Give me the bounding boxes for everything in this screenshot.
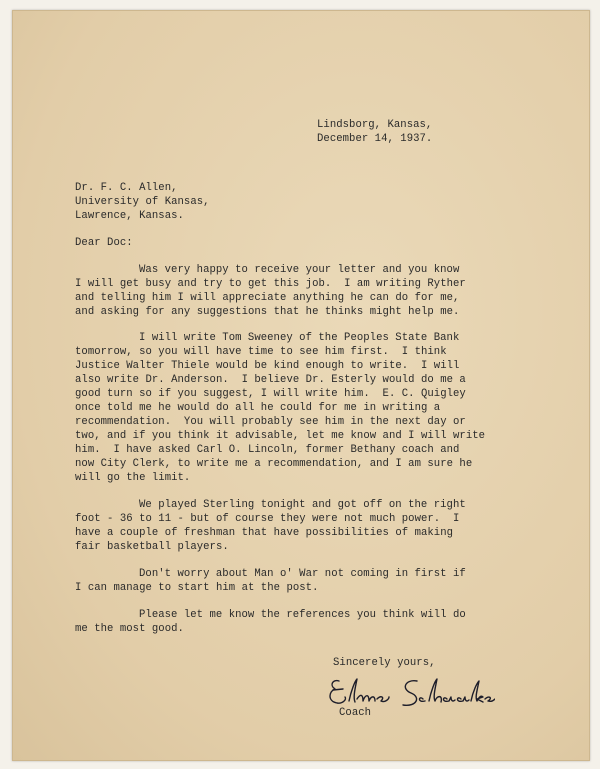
p2-line-2: tomorrow, so you will have time to see him first. I think [75, 346, 447, 358]
p5-line-1: Please let me know the references you think will do [139, 609, 466, 621]
p2-line-6: once told me he would do all he could for me in writing a [75, 402, 441, 414]
p2-line-7: recommendation. You will probably see him in the next day or [75, 416, 466, 428]
p2-line-8: two, and if you think it advisable, let me know and I will write [75, 430, 486, 442]
p3-line-4: fair basketball players. [75, 541, 229, 553]
p2-line-1: I will write Tom Sweeney of the Peoples State Bank [139, 332, 460, 344]
closing: Sincerely yours, [333, 657, 436, 669]
p1-line-2: I will get busy and try to get this job. I am writing Ryther [75, 278, 466, 290]
letterhead-place: Lindsborg, Kansas, [317, 119, 433, 131]
recipient-line-2: University of Kansas, [75, 196, 210, 208]
signer-title: Coach [339, 707, 372, 719]
letter-sheet [12, 10, 590, 761]
p3-line-2: foot - 36 to 11 - but of course they were not much power. I [75, 513, 460, 525]
p2-line-5: good turn so if you suggest, I will write him. E. C. Quigley [75, 388, 466, 400]
p1-line-1: Was very happy to receive your letter and you know [139, 264, 460, 276]
p2-line-9: him. I have asked Carl O. Lincoln, former Bethany coach and [75, 444, 460, 456]
p4-line-2: I can manage to start him at the post. [75, 582, 319, 594]
p3-line-1: We played Sterling tonight and got off on the right [139, 499, 466, 511]
p2-line-11: will go the limit. [75, 472, 191, 484]
p4-line-1: Don't worry about Man o' War not coming in first if [139, 568, 466, 580]
p2-line-4: also write Dr. Anderson. I believe Dr. Esterly would do me a [75, 374, 466, 386]
recipient-line-3: Lawrence, Kansas. [75, 210, 184, 222]
p2-line-10: now City Clerk, to write me a recommendation, and I am sure he [75, 458, 473, 470]
p1-line-3: and telling him I will appreciate anything he can do for me, [75, 292, 460, 304]
p5-line-2: me the most good. [75, 623, 184, 635]
p1-line-4: and asking for any suggestions that he thinks might help me. [75, 306, 460, 318]
letter-date: December 14, 1937. [317, 133, 433, 145]
p3-line-3: have a couple of freshman that have possibilities of making [75, 527, 454, 539]
recipient-line-1: Dr. F. C. Allen, [75, 182, 178, 194]
salutation: Dear Doc: [75, 237, 133, 249]
p2-line-3: Justice Walter Thiele would be kind enough to write. I will [75, 360, 460, 372]
